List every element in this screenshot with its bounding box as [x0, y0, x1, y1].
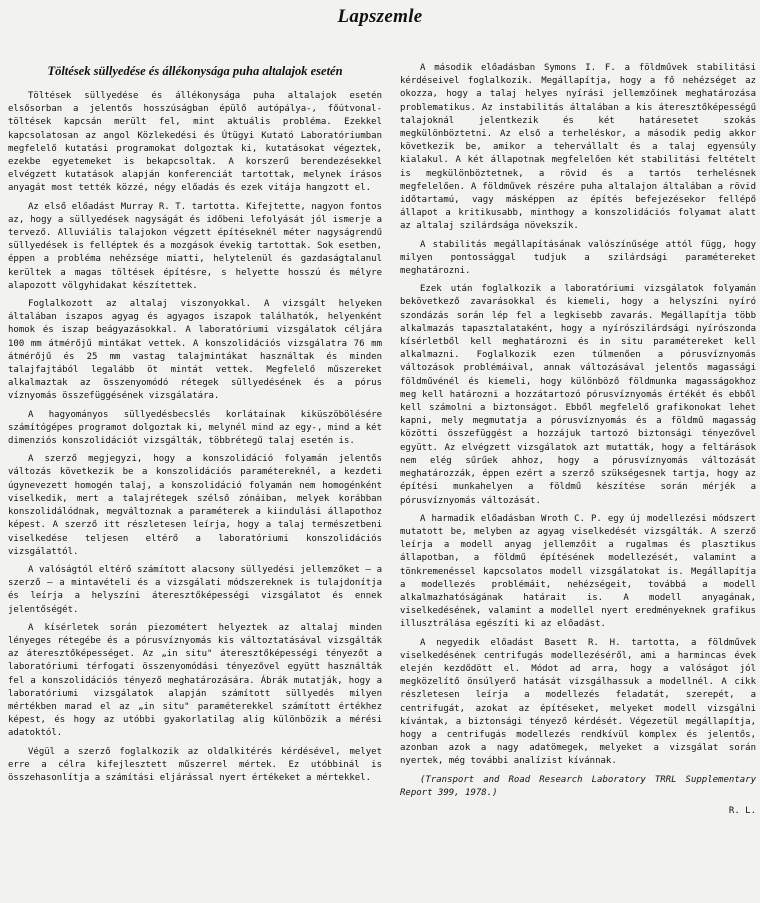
paragraph: A valóságtól eltérő számított alacsony süllyedési jellemzőket — a szerző — a mintavételi és a vizsgálati módszereknek is tulajdonítja és leírja a helyszíni áteresztőképességi vizsgálatot és ennek jelentőségét.	[8, 564, 382, 615]
paragraph: Az első előadást Murray R. T. tartotta. Kifejtette, nagyon fontos az, hogy a süllyedések nagyságát és időbeni lefolyását jól ismerje a tervező. Alluviális talajokon végzett építéseknél méter nagyságrendű süllyedések is felléptek és a mozgások évekig tartottak. Sok esetben, éppen a probléma nehézsége miatti, helytelenül és gazdaságtalanul kerültek a magas töltések építésre, s helyette hosszú és mélyre alapozott völgyhidakat készítettek.	[8, 201, 382, 291]
paragraph: Ezek után foglalkozik a laboratóriumi vizsgálatok folyamán bekövetkező zavarásokkal és kiemeli, hogy a helyszíni nyíró szondázás során lép fel a legkisebb zavarás. Megállapítja több alkalmazás tapasztalataként, hogy a nyírószilárdsági nyírószonda kísérletből kell meghatározni és in situ paramétereket kell alkalmazni. Foglalkozik ezen túlmenően a pórusvíznyomás változások problémáival, annak változásával jelentős magassági földművénél és kiemeli, hogy különböző földmunka magasságokhoz meg kell határozni a hozzátartozó pórusvíznyomás értékét és ebből kell számolni a biztonságot. Ebből megfelelő grafikonokat lehet kapni, mely megmutatja a pórusvíznyomás és a földmű magasság közötti összefüggést a hozzájuk tartozó biztonsági tényezővel együtt. Az elvégzett vizsgálatok azt mutatták, hogy a feltárások nem elég sűrűek ahhoz, hogy a pórusvíznyomás változását meghatározzák, éppen ezért a szerző szükségesnek tartja, hogy az építési munkahelyen a földmű készítése során mérjék a pórusvíznyomás változását.	[400, 284, 756, 506]
paragraph: A szerző megjegyzi, hogy a konszolidáció folyamán jelentős változás következik be a konszolidációs paramétereknél, a kezdeti úgynevezett homogén talaj, a konszolidáció folyamán nem homogénként viselkedik, mert a talajrétegek szélső zónáiban, melyek korábban konszolidálódnak, megváltoznak a paraméterek a kiindulási állapothoz képest. A szerző itt részletesen leírja, hogy a talaj természetbeni viselkedése teljesen eltérő a laboratóriumi konszolidációs vizsgálattól.	[8, 454, 382, 557]
article-title: Töltések süllyedése és állékonysága puha altalajok esetén	[47, 64, 343, 78]
paragraph: A kísérletek során piezométert helyeztek az altalaj minden lényeges rétegébe és a pórusvíznyomás kis változtatásával vizsgálták az áteresztőképességet. Az „in situ" áteresztőképességi tényezőt a laboratóriumi térfogati összenyomódási tényezővel együtt használták fel a konszolidációs tényező meghatározására. Ábrák mutatják, hogy a laboratóriumi vizsgálatok alapján számított süllyedés milyen mértékben marad el az „in situ" paraméterekkel számított értékhez képest, és hogy az utóbbi gyakorlatilag alig különbözik a mérési adatoktól.	[8, 622, 382, 739]
paragraph: A hagyományos süllyedésbecslés korlátainak kiküszöbölésére számítógépes programot dolgoztak ki, melynél mind az egy-, mind a két dimenziós konszolidációt vizsgálták, többrétegű talaj esetén is.	[8, 409, 382, 447]
page-header: Lapszemle	[337, 6, 423, 27]
paragraph: Végül a szerző foglalkozik az oldalkitérés kérdésével, melyet erre a célra kifejlesztett műszerrel mértek. Ez utóbbinál is összehasonlítja a számítási eljárással nyert értékeket a mértekkel.	[8, 746, 382, 783]
author-initials: R. L.	[728, 805, 756, 816]
paragraph: A stabilitás megállapításának valószínűsége attól függ, hogy milyen pontossággal tudjuk a szilárdsági paramétereket meghatározni.	[400, 239, 756, 277]
paragraph: A negyedik előadást Basett R. H. tartotta, a földművek viselkedésének centrifugás modellezéséről, ami a harmincas évek elején kezdődött el. Módot ad arra, hogy a valóságot jól megközelítő önsúlyerő hatását vizsgálhassuk a modellnél. A cikk részletesen leírja a modellezés feladatát, szerepét, a centrifugát, azokat az építéseket, melyeket modell vizsgálni kívántak, a biztonsági tényező kérdését. Végezetül megállapítja, hogy a centrifugás modellezés rendkívül komplex és jelentős, azonban azok a nagy adatömegek, melyeket a vizsgálat során nyertek, még további analízist kívánnak.	[400, 637, 756, 767]
paragraph: Töltések süllyedése és állékonysága puha altalajok esetén elsősorban a jelentős hosszúságban épülő autópálya-, főútvonal-töltések kapcsán merült fel, mint aktuális probléma. Ezekkel kapcsolatosan az angol Közlekedési és Útügyi Kutató Laboratóriumban megfelelő kutatási programokat dolgoztak ki, kutatásokat végeztek, ezekbe egyetemeket is bekapcsoltak. A korszerű berendezésekkel elvégzett kutatások alapján konferenciát tartottak, melynek írásos anyagát most tették közzé, négy előadás és ezek vitája hangzott el.	[8, 91, 382, 194]
paragraph: A második előadásban Symons I. F. a földművek stabilitási kérdéseivel foglalkozik. Megállapítja, hogy a fő nehézséget az okozza, hogy a talaj helyes nyírási jellemzőinek meghatározása problematikus. Az instabilitás általában a kis áteresztőképességű talajoknál jelentkezik és két határesetet szokás megkülönböztetni. Az első a terheléskor, a második pedig akkor következik be, amikor a tehervállalt és a talaj egyensúly kialakul. A két állapotnak megfelelően két stabilitási feltételt is megkülönböztetnek, a rövid és a tartós terhelésnek megfelelően. A földművek részére puha altalajon általában a rövid időtartamú, vagy másképpen az építés befejezésekor fellépő állapot a kritikusabb, minthogy a konszolidációs folyamat alatt az altalaj szilárdsága növekszik.	[400, 63, 756, 232]
left-column	[8, 64, 382, 790]
paragraph: A harmadik előadásban Wroth C. P. egy új modellezési módszert mutatott be, melyben az agyag viselkedését vizsgálták. A szerző leírja a modell anyag jellemzőit a rugalmas és plasztikus állapotban, a földmű építésének modellezését, valamint a tönkremenéssel kapcsolatos modell vizsgálatokat is. Megállapítja a modellezés problémáit, nehézségeit, továbbá a modell alkalmazhatóságának határait is. A modell anyagának, viselkedésének, valamint a modellel nyert eredményeknek grafikus illusztrálása egészíti ki az előadást.	[400, 513, 756, 630]
paragraph: Foglalkozott az altalaj viszonyokkal. A vizsgált helyeken általában iszapos agyag és agyagos iszapok találhatók, helyenként homok és iszap beágyazásokkal. A laboratóriumi vizsgálatok céljára 100 mm átmérőjű mintákat vettek. A konszolidációs vizsgálatra 76 mm átmérőjű és 25 mm vastag talajmintákat használtak és minden talajfajtából legalább öt mintát vettek. Megfelelő műszereket alkalmaztak az összenyomódó rétegek süllyedésének és a pórus víznyomás összefüggésének vizsgálatára.	[8, 299, 382, 402]
reference: (Transport and Road Research Laboratory TRRL Supplementary Report 399, 1978.)	[400, 774, 756, 798]
right-column	[400, 62, 756, 818]
